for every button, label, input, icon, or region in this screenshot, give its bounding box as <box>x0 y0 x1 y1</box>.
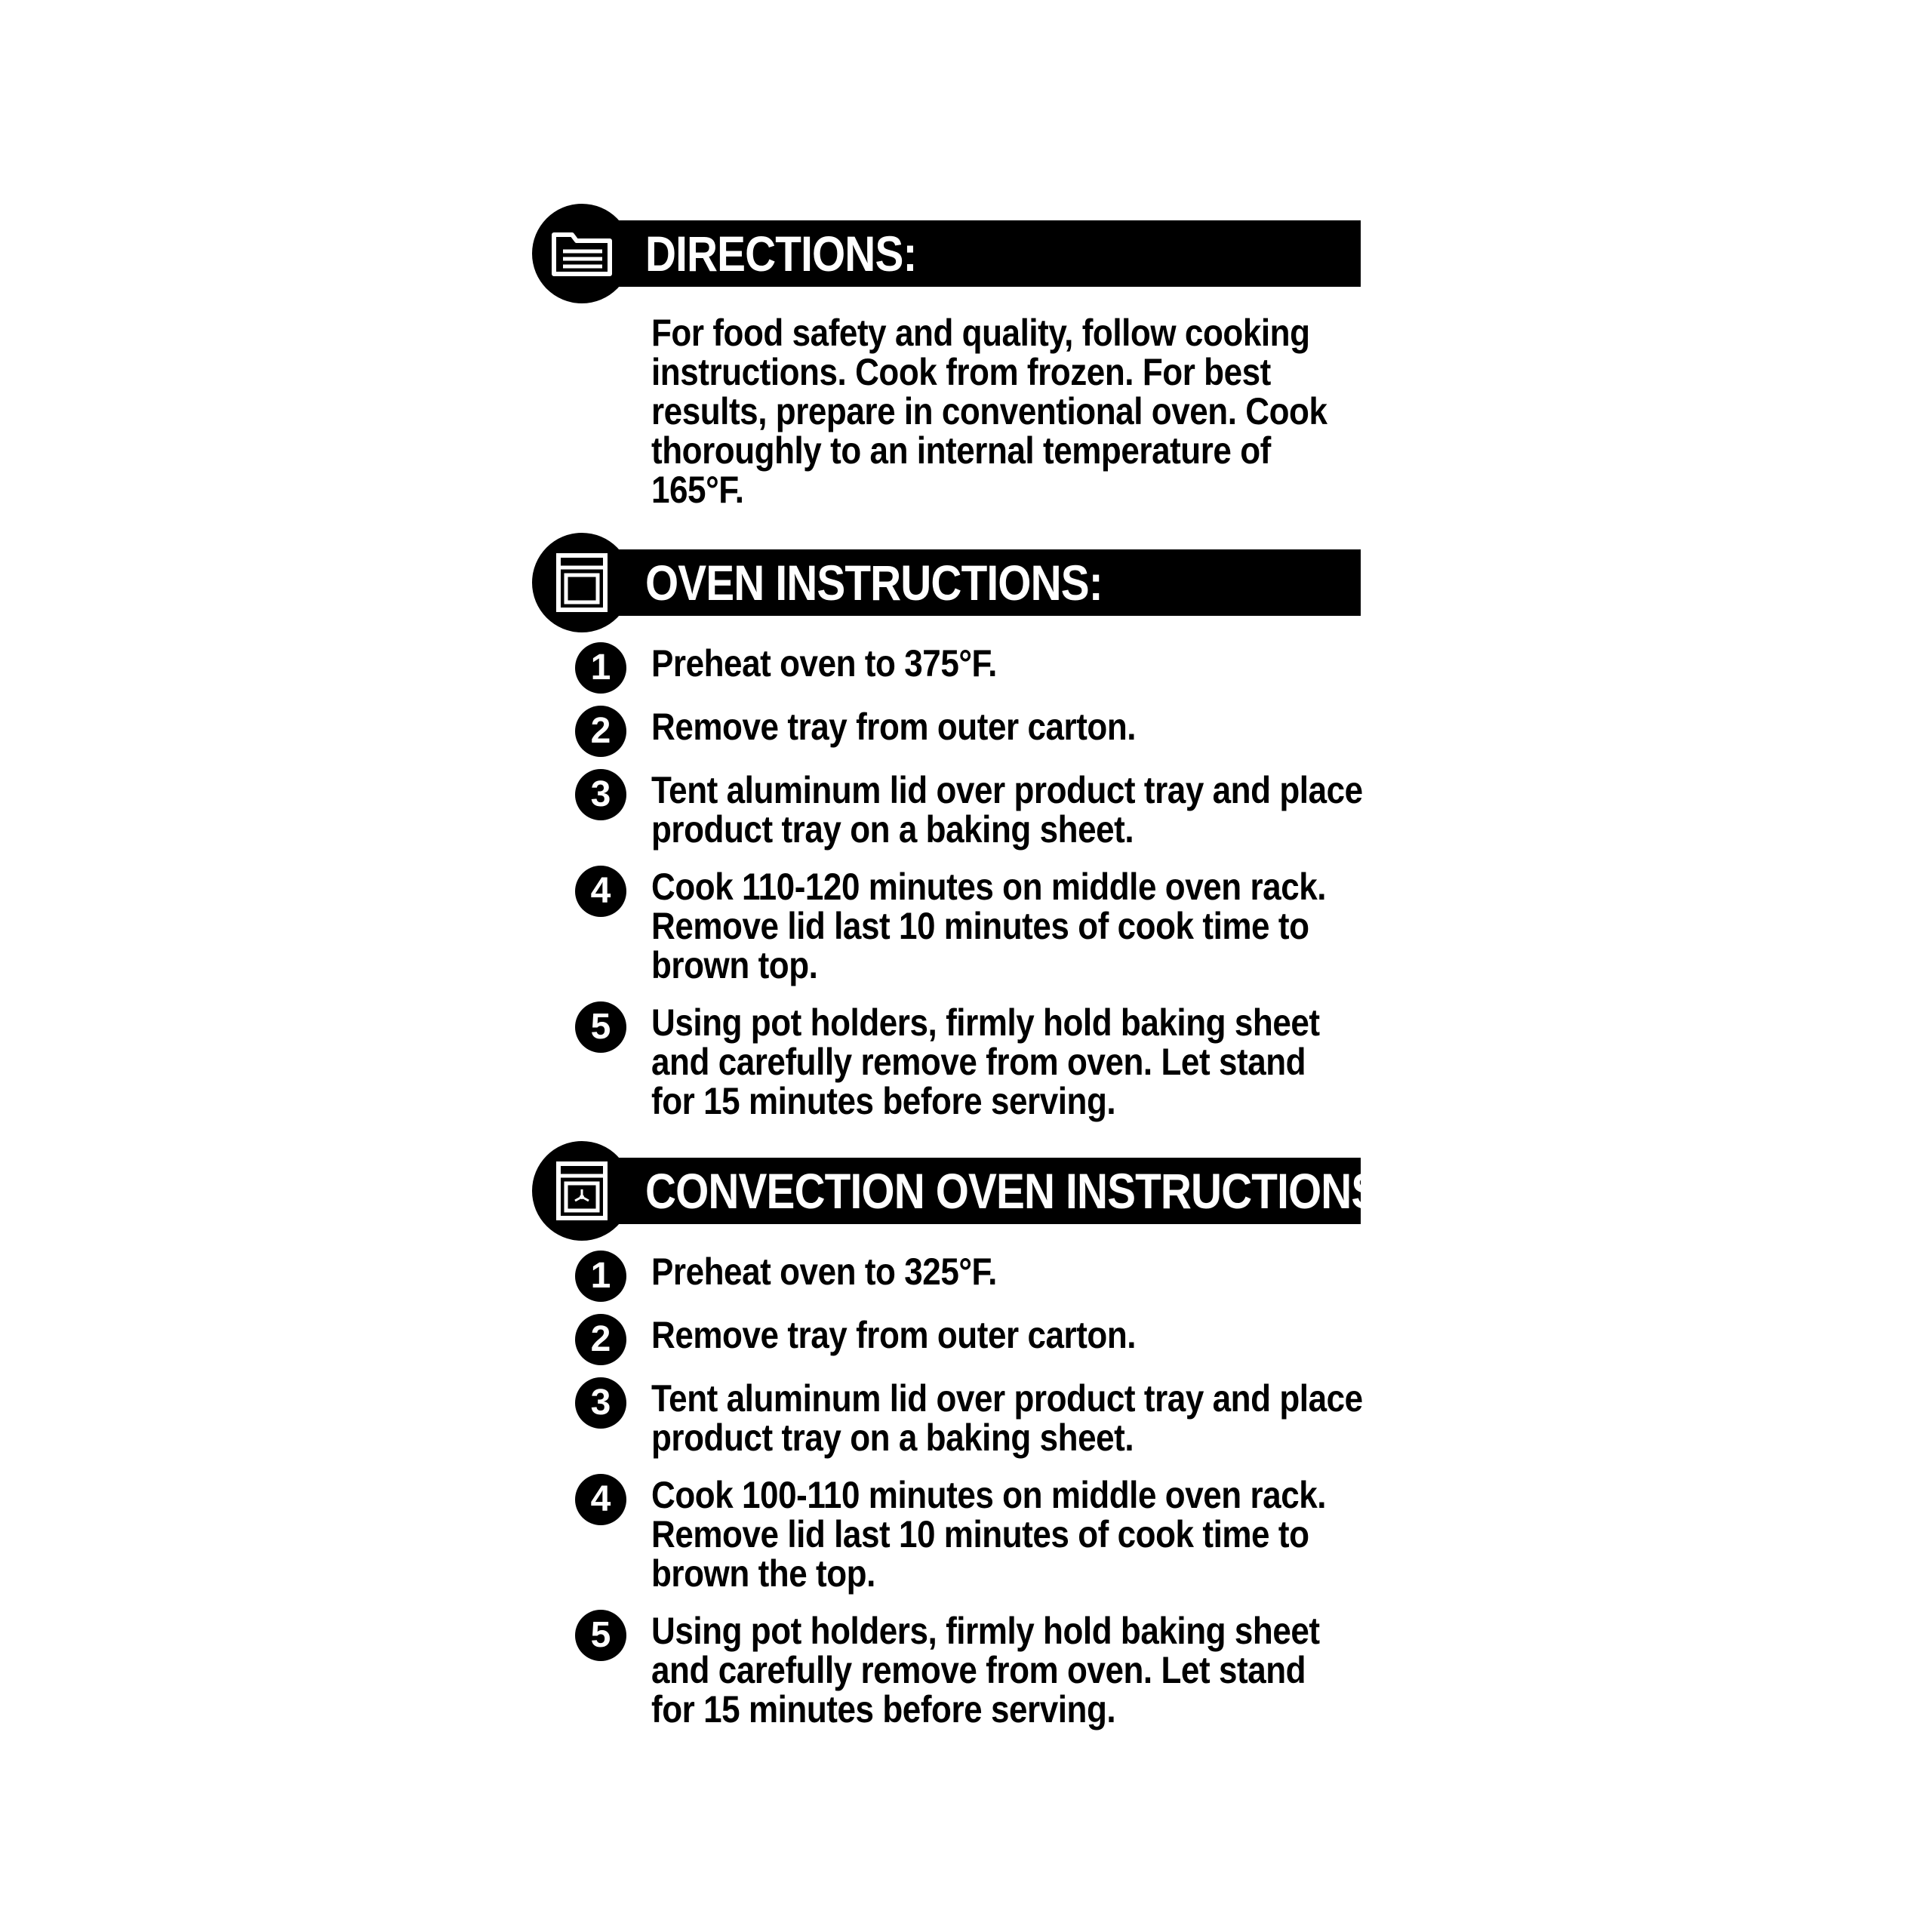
step-line: Tent aluminum lid over product tray and place <box>651 1377 1363 1420</box>
step-line: for 15 minutes before serving. <box>651 1688 1116 1730</box>
list-item <box>532 644 1362 689</box>
step-text <box>651 1315 1368 1355</box>
step-number: 2 <box>575 1314 626 1365</box>
oven-steps <box>532 644 1362 1121</box>
step-text <box>651 771 1368 849</box>
step-number: 2 <box>575 706 626 757</box>
step-number: 5 <box>575 1610 626 1661</box>
directions-line: For food safety and quality, follow cooking <box>651 312 1310 354</box>
step-text <box>651 1379 1368 1457</box>
step-line: Cook 100-110 minutes on middle oven rack. <box>651 1474 1327 1516</box>
list-item <box>532 771 1362 849</box>
list-item <box>532 1252 1362 1297</box>
directions-header <box>532 204 1362 306</box>
list-item <box>532 1475 1362 1593</box>
step-text <box>651 1003 1368 1121</box>
list-item <box>532 867 1362 985</box>
step-number: 3 <box>575 1377 626 1429</box>
step-text <box>651 1475 1368 1593</box>
step-line: brown top. <box>651 944 818 986</box>
step-number: 1 <box>575 642 626 694</box>
step-text <box>651 1252 1368 1291</box>
step-number: 4 <box>575 866 626 917</box>
document-icon <box>532 204 632 303</box>
oven-section <box>532 533 1362 1139</box>
step-text <box>651 1611 1368 1729</box>
step-line: Remove lid last 10 minutes of cook time to <box>651 1513 1309 1555</box>
step-number: 1 <box>575 1251 626 1302</box>
convection-title: CONVECTION OVEN INSTRUCTIONS: <box>645 1163 1393 1219</box>
step-line: Remove tray from outer carton. <box>651 1314 1137 1356</box>
step-line: brown the top. <box>651 1552 875 1595</box>
list-item <box>532 1003 1362 1121</box>
step-line: for 15 minutes before serving. <box>651 1080 1116 1122</box>
convection-section <box>532 1141 1393 1747</box>
step-line: Remove tray from outer carton. <box>651 706 1137 748</box>
directions-line: 165°F. <box>651 469 744 511</box>
convection-oven-icon <box>532 1141 632 1241</box>
step-text <box>651 867 1368 985</box>
list-item <box>532 1379 1362 1457</box>
oven-header <box>532 533 1362 635</box>
step-text <box>651 644 1368 683</box>
step-number: 3 <box>575 769 626 820</box>
step-line: Remove lid last 10 minutes of cook time to <box>651 905 1309 947</box>
step-line: Preheat oven to 325°F. <box>651 1251 997 1293</box>
convection-header <box>532 1141 1393 1243</box>
step-line: Preheat oven to 375°F. <box>651 642 997 685</box>
step-line: and carefully remove from oven. Let stand <box>651 1649 1306 1691</box>
step-line: Tent aluminum lid over product tray and place <box>651 769 1363 811</box>
directions-line: thoroughly to an internal temperature of <box>651 429 1271 472</box>
step-line: Using pot holders, firmly hold baking sheet <box>651 1610 1320 1652</box>
directions-text <box>651 313 1355 509</box>
list-item <box>532 707 1362 752</box>
oven-title: OVEN INSTRUCTIONS: <box>645 555 1103 611</box>
list-item <box>532 1611 1362 1729</box>
step-line: product tray on a baking sheet. <box>651 808 1134 851</box>
convection-steps <box>532 1252 1362 1729</box>
directions-line: results, prepare in conventional oven. Cook <box>651 390 1327 432</box>
directions-section <box>532 204 1362 509</box>
oven-icon <box>532 533 632 632</box>
directions-line: instructions. Cook from frozen. For best <box>651 351 1271 393</box>
step-line: and carefully remove from oven. Let stand <box>651 1041 1306 1083</box>
step-line: Cook 110-120 minutes on middle oven rack. <box>651 866 1327 908</box>
step-line: product tray on a baking sheet. <box>651 1417 1134 1459</box>
step-number: 5 <box>575 1001 626 1053</box>
list-item <box>532 1315 1362 1361</box>
step-text <box>651 707 1368 746</box>
directions-title: DIRECTIONS: <box>645 226 917 281</box>
step-number: 4 <box>575 1474 626 1525</box>
step-line: Using pot holders, firmly hold baking sheet <box>651 1001 1320 1044</box>
